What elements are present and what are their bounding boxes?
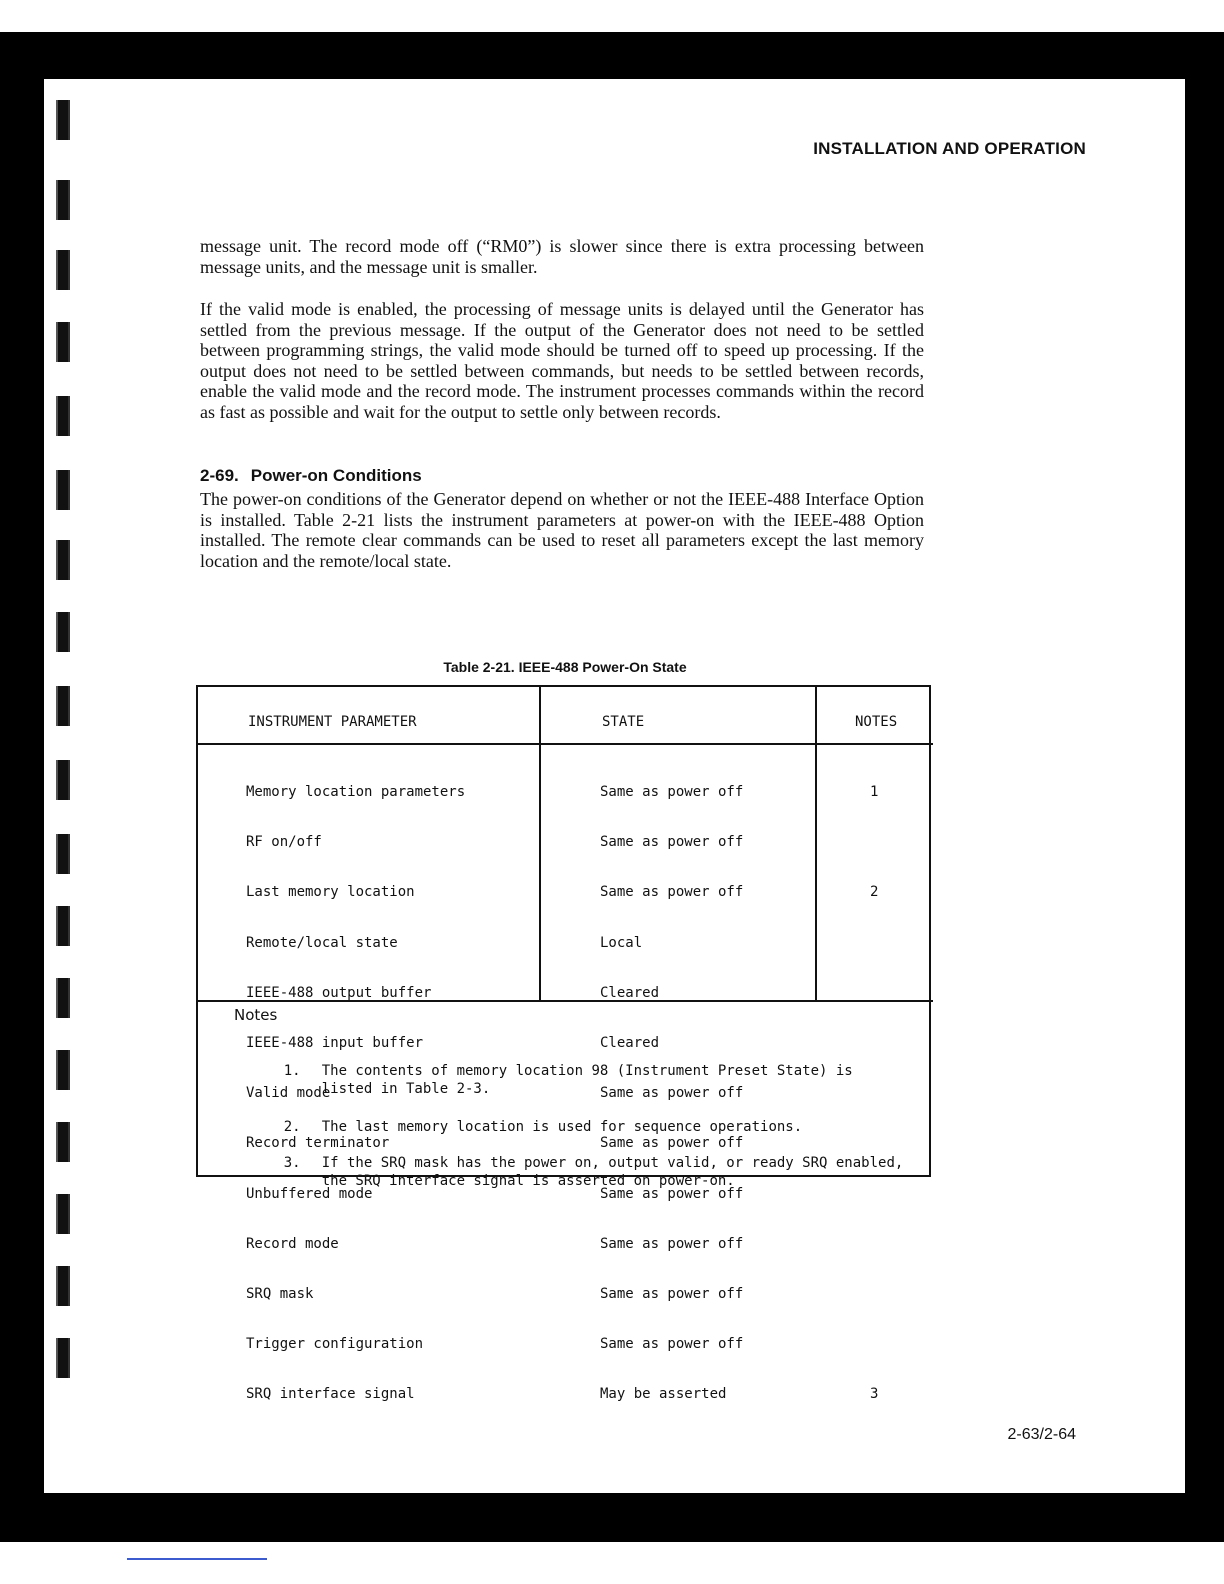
table-cell-state: May be asserted — [600, 1386, 727, 1403]
table-note — [250, 1136, 904, 1208]
section-heading — [200, 466, 422, 486]
table-cell-note: 1 — [870, 784, 879, 800]
binding-hole-icon — [56, 1266, 70, 1306]
table-cell-note — [870, 1235, 900, 1253]
table-cell-parameter: SRQ interface signal — [246, 1386, 415, 1403]
binding-hole-icon — [56, 906, 70, 946]
table-cell-state: Same as power off — [600, 834, 744, 851]
table-cell-state: Cleared — [600, 1034, 660, 1051]
binding-hole-icon — [56, 100, 70, 140]
note-number: 1. — [283, 1063, 301, 1079]
table-cell-state: Same as power off — [600, 784, 744, 800]
bottom-rule — [127, 1558, 267, 1560]
table-cell-parameter: Last memory location — [246, 884, 415, 901]
binding-hole-icon — [56, 978, 70, 1018]
table-cell-parameter: Valid mode — [246, 1085, 331, 1102]
table-cell-state: Same as power off — [600, 884, 744, 901]
note-text: The last memory location is used for sequence operations. — [321, 1119, 803, 1135]
binding-hole-icon — [56, 250, 70, 290]
column-divider — [815, 687, 817, 1002]
binding-hole-icon — [56, 760, 70, 800]
note-number: 3. — [283, 1155, 301, 1171]
column-divider — [539, 687, 541, 1002]
column-header-notes: NOTES — [855, 714, 898, 730]
table-cell-parameter: SRQ mask — [246, 1285, 314, 1302]
binding-hole-icon — [56, 396, 70, 436]
notes-title: Notes — [234, 1006, 278, 1024]
section-number: 2-69. — [200, 466, 239, 485]
table-caption: Table 2-21. IEEE-488 Power-On State — [443, 659, 687, 675]
table-cell-parameter: RF on/off — [246, 834, 322, 851]
table-cell-note — [870, 934, 900, 952]
table-cell-note: 2 — [870, 884, 879, 901]
table-cell-parameter: Record terminator — [246, 1135, 390, 1152]
table-cell-note: 3 — [870, 1386, 879, 1403]
binding-hole-icon — [56, 686, 70, 726]
table-cell-state: Same as power off — [600, 1085, 744, 1102]
table-cell-parameter: Trigger configuration — [246, 1336, 424, 1353]
table-cell-parameter: Memory location parameters — [246, 784, 466, 800]
binding-hole-icon — [56, 322, 70, 362]
column-header-parameter: INSTRUMENT PARAMETER — [248, 714, 417, 730]
paragraph-power-on: The power-on conditions of the Generator depend on whether or not the IEEE-488 Interface Option is installed. Table 2-21 lists the instrument parameters at power-on with the IEEE-488 Option installed. The remote clear commands can be used to reset all parameters except the last memory location and the remote/local state. — [200, 489, 924, 571]
header-divider — [198, 743, 933, 745]
binding-hole-icon — [56, 1338, 70, 1378]
paragraph-record-mode: message unit. The record mode off (“RM0”) is slower since there is extra processing between message units, and the message unit is smaller. — [200, 236, 924, 277]
binding-hole-icon — [56, 612, 70, 652]
table-cell-parameter: IEEE-488 output buffer — [246, 984, 432, 1001]
binding-hole-icon — [56, 470, 70, 510]
binding-hole-icon — [56, 834, 70, 874]
binding-hole-icon — [56, 540, 70, 580]
paragraph-valid-mode: If the valid mode is enabled, the processing of message units is delayed until the Generator has settled from the previous message. If the output of the Generator does not need to be settled between programming strings, the valid mode should be turned off to speed up processing. If the output does not need to be settled between commands, but needs to be settled between records, enable the valid mode and the record mode. The instrument processes commands within the record as fast as possible and wait for the output to settle only between records. — [200, 299, 924, 422]
table-cell-state: Same as power off — [600, 1285, 744, 1302]
table-cell-parameter: Unbuffered mode — [246, 1185, 373, 1202]
binding-hole-icon — [56, 1122, 70, 1162]
table-cell-state: Local — [600, 934, 643, 951]
section-title: Power-on Conditions — [250, 466, 422, 485]
table-cell-state: Same as power off — [600, 1185, 744, 1202]
table-cell-parameter: IEEE-488 input buffer — [246, 1034, 424, 1051]
binding-hole-icon — [56, 180, 70, 220]
note-text: If the SRQ mask has the power on, output valid, or ready SRQ enabled, the SRQ interface signal is asserted on power-on. — [321, 1155, 904, 1189]
table-cell-parameter: Record mode — [246, 1235, 339, 1252]
table-cell-note — [870, 833, 900, 851]
table-cell-state: Cleared — [600, 984, 660, 1001]
table-cell-state: Same as power off — [600, 1235, 744, 1252]
table-cell-note — [870, 1335, 900, 1353]
table-cell-note — [870, 1285, 900, 1303]
binding-holes — [52, 100, 72, 1420]
power-on-state-table — [196, 685, 931, 1403]
note-text: The contents of memory location 98 (Instrument Preset State) is listed in Table 2-3. — [321, 1063, 853, 1097]
binding-hole-icon — [56, 1194, 70, 1234]
table-cell-parameter: Remote/local state — [246, 934, 398, 951]
binding-hole-icon — [56, 1050, 70, 1090]
page-number: 2-63/2-64 — [1007, 1426, 1076, 1443]
table-cell-state: Same as power off — [600, 1336, 744, 1353]
table-cell-state: Same as power off — [600, 1135, 744, 1152]
running-head: INSTALLATION AND OPERATION — [813, 139, 1086, 158]
table-cell-note — [870, 984, 900, 1002]
note-number: 2. — [283, 1119, 301, 1135]
column-header-state: STATE — [602, 714, 645, 730]
